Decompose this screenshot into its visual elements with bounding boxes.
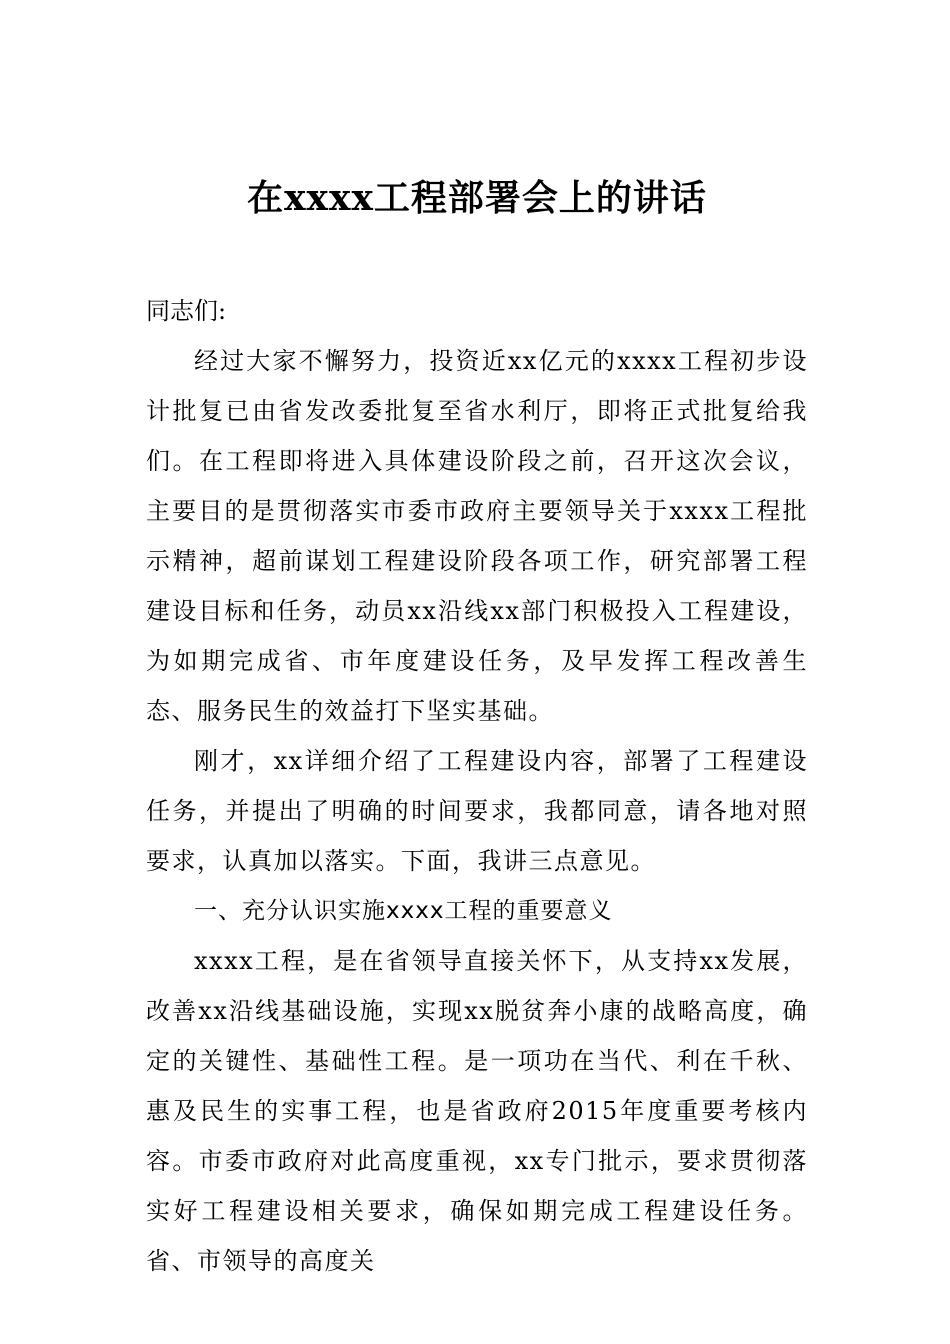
section-heading: 一、充分认识实施xxxx工程的重要意义 <box>194 898 613 924</box>
paragraph-intro: 经过大家不懈努力，投资近xx亿元的xxxx工程初步设计批复已由省发改委批复至省水利厅，即将正式批复给我们。在工程即将进入具体建设阶段之前，召开这次会议，主要目的是贯彻落实市委市政府主要领导关于xxxx工程批示精神，超前谋划工程建设阶段各项工作，研究部署工程建设目标和任务，动员xx沿线xx部门积极投入工程建设，为如期完成省、市年度建设任务，及早发挥工程改善生态、服务民生的效益打下坚实基础。 <box>146 347 808 725</box>
document-title: 在xxxx工程部署会上的讲话 <box>247 177 707 219</box>
paragraph-transition: 刚才，xx详细介绍了工程建设内容，部署了工程建设任务，并提出了明确的时间要求，我都同意，请各地对照要求，认真加以落实。下面，我讲三点意见。 <box>146 747 808 875</box>
paragraph-section-one: xxxx工程，是在省领导直接关怀下，从支持xx发展，改善xx沿线基础设施，实现xx脱贫奔小康的战略高度，确定的关键性、基础性工程。是一项功在当代、利在千秋、惠及民生的实事工程，也是省政府2015年度重要考核内容。市委市政府对此高度重视，xx专门批示，要求贯彻落实好工程建设相关要求，确保如期完成工程建设任务。省、市领导的高度关 <box>146 947 808 1275</box>
document-page <box>146 170 808 1286</box>
greeting: 同志们: <box>146 297 227 325</box>
